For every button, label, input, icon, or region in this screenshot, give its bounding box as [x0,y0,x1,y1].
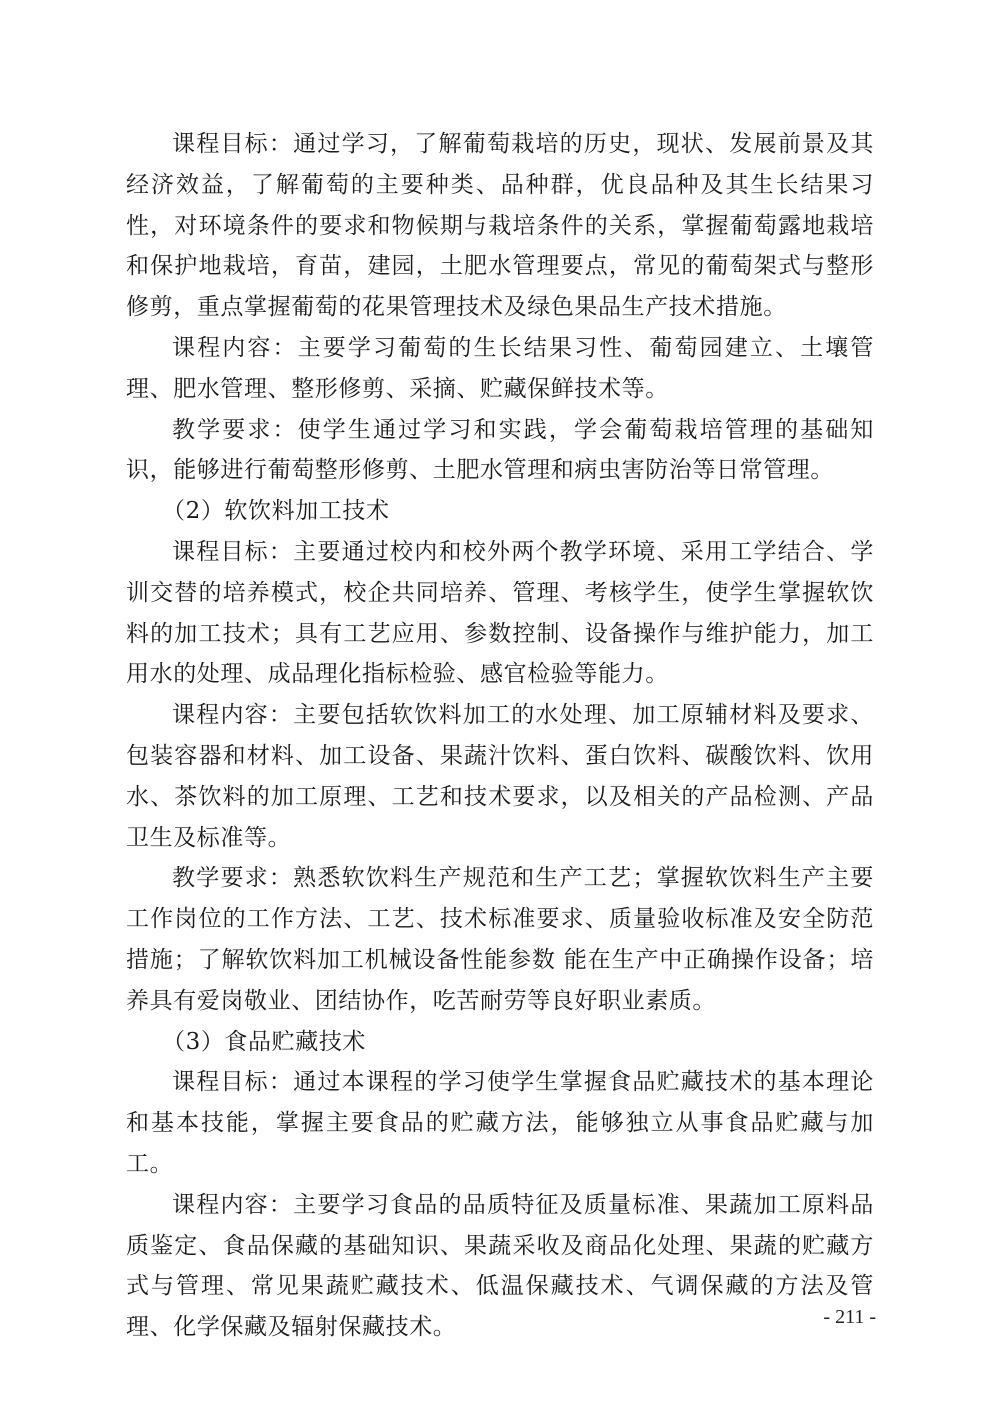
paragraph-food-storage-course-goal: 课程目标：通过本课程的学习使学生掌握食品贮藏技术的基本理论和基本技能，掌握主要食品的贮藏方法，能够独立从事食品贮藏与加工。 [126,1069,874,1177]
paragraph-soft-drink-course-content: 课程内容：主要包括软饮料加工的水处理、加工原辅材料及要求、包装容器和材料、加工设备、果蔬汁饮料、蛋白饮料、碳酸饮料、饮用水、茶饮料的加工原理、工艺和技术要求，以及相关的产品检测、产品卫生及标准等。 [126,702,874,851]
paragraph-soft-drink-course-goal: 课程目标：主要通过校内和校外两个教学环境、采用工学结合、学训交替的培养模式，校企共同培养、管理、考核学生，使学生掌握软饮料的加工技术；具有工艺应用、参数控制、设备操作与维护能力，加工用水的处理、成品理化指标检验、感官检验等能力。 [126,538,874,688]
paragraph-grape-course-goal: 课程目标：通过学习，了解葡萄栽培的历史，现状、发展前景及其经济效益，了解葡萄的主要种类、品种群，优良品种及其生长结果习性，对环境条件的要求和物候期与栽培条件的关系，掌握葡萄露地栽培和保护地栽培，育苗，建园，土肥水管理要点，常见的葡萄架式与整形修剪，重点掌握葡萄的花果管理技术及绿色果品生产技术措施。 [126,131,874,321]
section-heading-soft-drink: （2）软饮料加工技术 [162,498,390,525]
page-number: - 211 - [823,1306,876,1328]
body-text [126,124,874,1348]
paragraph-grape-teaching-requirements: 教学要求：使学生通过学习和实践，学会葡萄栽培管理的基础知识，能够进行葡萄整形修剪、土肥水管理和病虫害防治等日常管理。 [126,416,874,484]
section-heading-food-storage: （3）食品贮藏技术 [162,1028,367,1055]
paragraph-grape-course-content: 课程内容：主要学习葡萄的生长结果习性、葡萄园建立、土壤管理、肥水管理、整形修剪、采摘、贮藏保鲜技术等。 [126,334,874,402]
paragraph-soft-drink-teaching-requirements: 教学要求：熟悉软饮料生产规范和生产工艺；掌握软饮料生产主要工作岗位的工作方法、工艺、技术标准要求、质量验收标准及安全防范措施；了解软饮料加工机械设备性能参数 能在生产中正确操作设备；培养具有爱岗敬业、团结协作，吃苦耐劳等良好职业素质。 [126,865,874,1014]
paragraph-food-storage-course-content: 课程内容：主要学习食品的品质特征及质量标准、果蔬加工原料品质鉴定、食品保藏的基础知识、果蔬采收及商品化处理、果蔬的贮藏方式与管理、常见果蔬贮藏技术、低温保藏技术、气调保藏的方法及管理、化学保藏及辐射保藏技术。 [126,1191,874,1341]
